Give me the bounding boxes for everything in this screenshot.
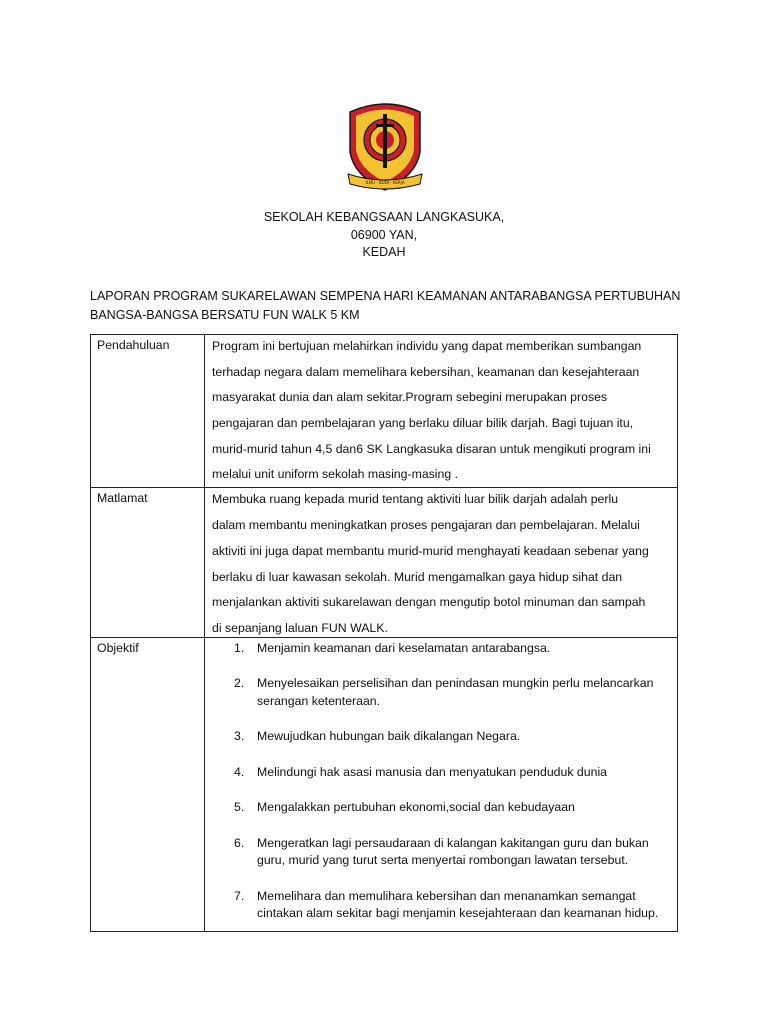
school-state: KEDAH (362, 245, 406, 259)
list-item-text: Menjamin keamanan dari keselamatan antarabangsa. (257, 640, 551, 655)
report-title-line-1: LAPORAN PROGRAM SUKARELAWAN SEMPENA HARI KEAMANAN ANTARABANGSA PERTUBUHAN (90, 289, 681, 303)
paragraph-line: menjalankan aktiviti sukarelawan dengan mengutip botol minuman dan sampah (212, 595, 646, 610)
paragraph-line: aktiviti ini juga dapat membantu murid-murid menghayati keadaan sebenar yang (212, 543, 649, 558)
paragraph-line: murid-murid tahun 4,5 dan6 SK Langkasuka disaran untuk mengikuti program ini (212, 441, 651, 456)
list-item-text: Mengeratkan lagi persaudaraan di kalangan kakitangan guru dan bukan guru, murid yang turut serta menyertai rombongan lawatan tersebut. (257, 835, 649, 868)
list-item (212, 799, 669, 817)
row-content-pendahuluan (205, 335, 678, 488)
paragraph-line: Membuka ruang kepada murid tentang aktiviti luar bilik darjah adalah perlu (212, 492, 619, 507)
list-item-number: 7. (234, 888, 245, 903)
paragraph-line: melalui unit uniform sekolah masing-masing . (212, 467, 459, 482)
table-row (91, 335, 678, 488)
paragraph-line: pengajaran dan pembelajaran yang berlaku diluar bilik darjah. Bagi tujuan itu, (212, 416, 634, 431)
school-crest-icon (344, 94, 426, 194)
row-label-pendahuluan: Pendahuluan (91, 335, 205, 488)
list-item (212, 640, 669, 658)
list-item-text: Melindungi hak asasi manusia dan menyatukan penduduk dunia (257, 764, 608, 779)
list-item-text: Mengalakkan pertubuhan ekonomi,social dan kebudayaan (257, 800, 575, 815)
list-item (212, 728, 669, 746)
paragraph-line: berlaku di luar kawasan sekolah. Murid mengamalkan gaya hidup sihat dan (212, 569, 623, 584)
list-item-number: 1. (234, 640, 245, 655)
list-item-number: 6. (234, 835, 245, 850)
report-table (90, 334, 678, 932)
objectives-list (212, 640, 669, 923)
table-row (91, 488, 678, 637)
row-content-objektif (205, 637, 678, 931)
list-item-text: Mewujudkan hubungan baik dikalangan Negara. (257, 729, 521, 744)
school-postcode-town: 06900 YAN, (350, 227, 418, 242)
table-row (91, 637, 678, 931)
list-item-number: 4. (234, 764, 245, 779)
list-item (212, 675, 669, 710)
paragraph-line: masyarakat dunia dan alam sekitar.Program sebegini merupakan proses (212, 390, 608, 405)
list-item (212, 764, 669, 782)
list-item-number: 3. (234, 729, 245, 744)
list-item (212, 835, 669, 870)
list-item-number: 2. (234, 676, 245, 691)
school-header (0, 209, 768, 262)
row-content-matlamat (205, 488, 678, 637)
paragraph-line: Program ini bertujuan melahirkan individu yang dapat memberikan sumbangan (212, 339, 642, 353)
school-name: SEKOLAH KEBANGSAAN LANGKASUKA, (263, 210, 505, 224)
row-label-matlamat: Matlamat (91, 488, 205, 637)
list-item-text: Menyelesaikan perselisihan dan penindasan mungkin perlu melancarkan serangan ketenteraan. (257, 676, 654, 708)
paragraph-line: dalam membantu meningkatkan proses pengajaran dan pembelajaran. Melalui (212, 518, 640, 533)
list-item-number: 5. (234, 800, 245, 815)
paragraph-line: di sepanjang laluan FUN WALK. (212, 620, 388, 635)
list-item (212, 888, 669, 923)
svg-text:ILMU · BUDI · KERJA: ILMU · BUDI · KERJA (365, 180, 405, 185)
row-label-objektif: Objektif (91, 637, 205, 931)
paragraph-line: terhadap negara dalam memelihara kebersihan, keamanan dan kesejahteraan (212, 364, 640, 379)
report-title (90, 287, 690, 325)
report-title-line-2: BANGSA-BANGSA BERSATU FUN WALK 5 KM (90, 308, 360, 322)
list-item-text: Memelihara dan memulihara kebersihan dan menanamkan semangat cintakan alam sekitar bagi menjamin kesejahteraan dan keamanan hidup. (257, 888, 659, 921)
